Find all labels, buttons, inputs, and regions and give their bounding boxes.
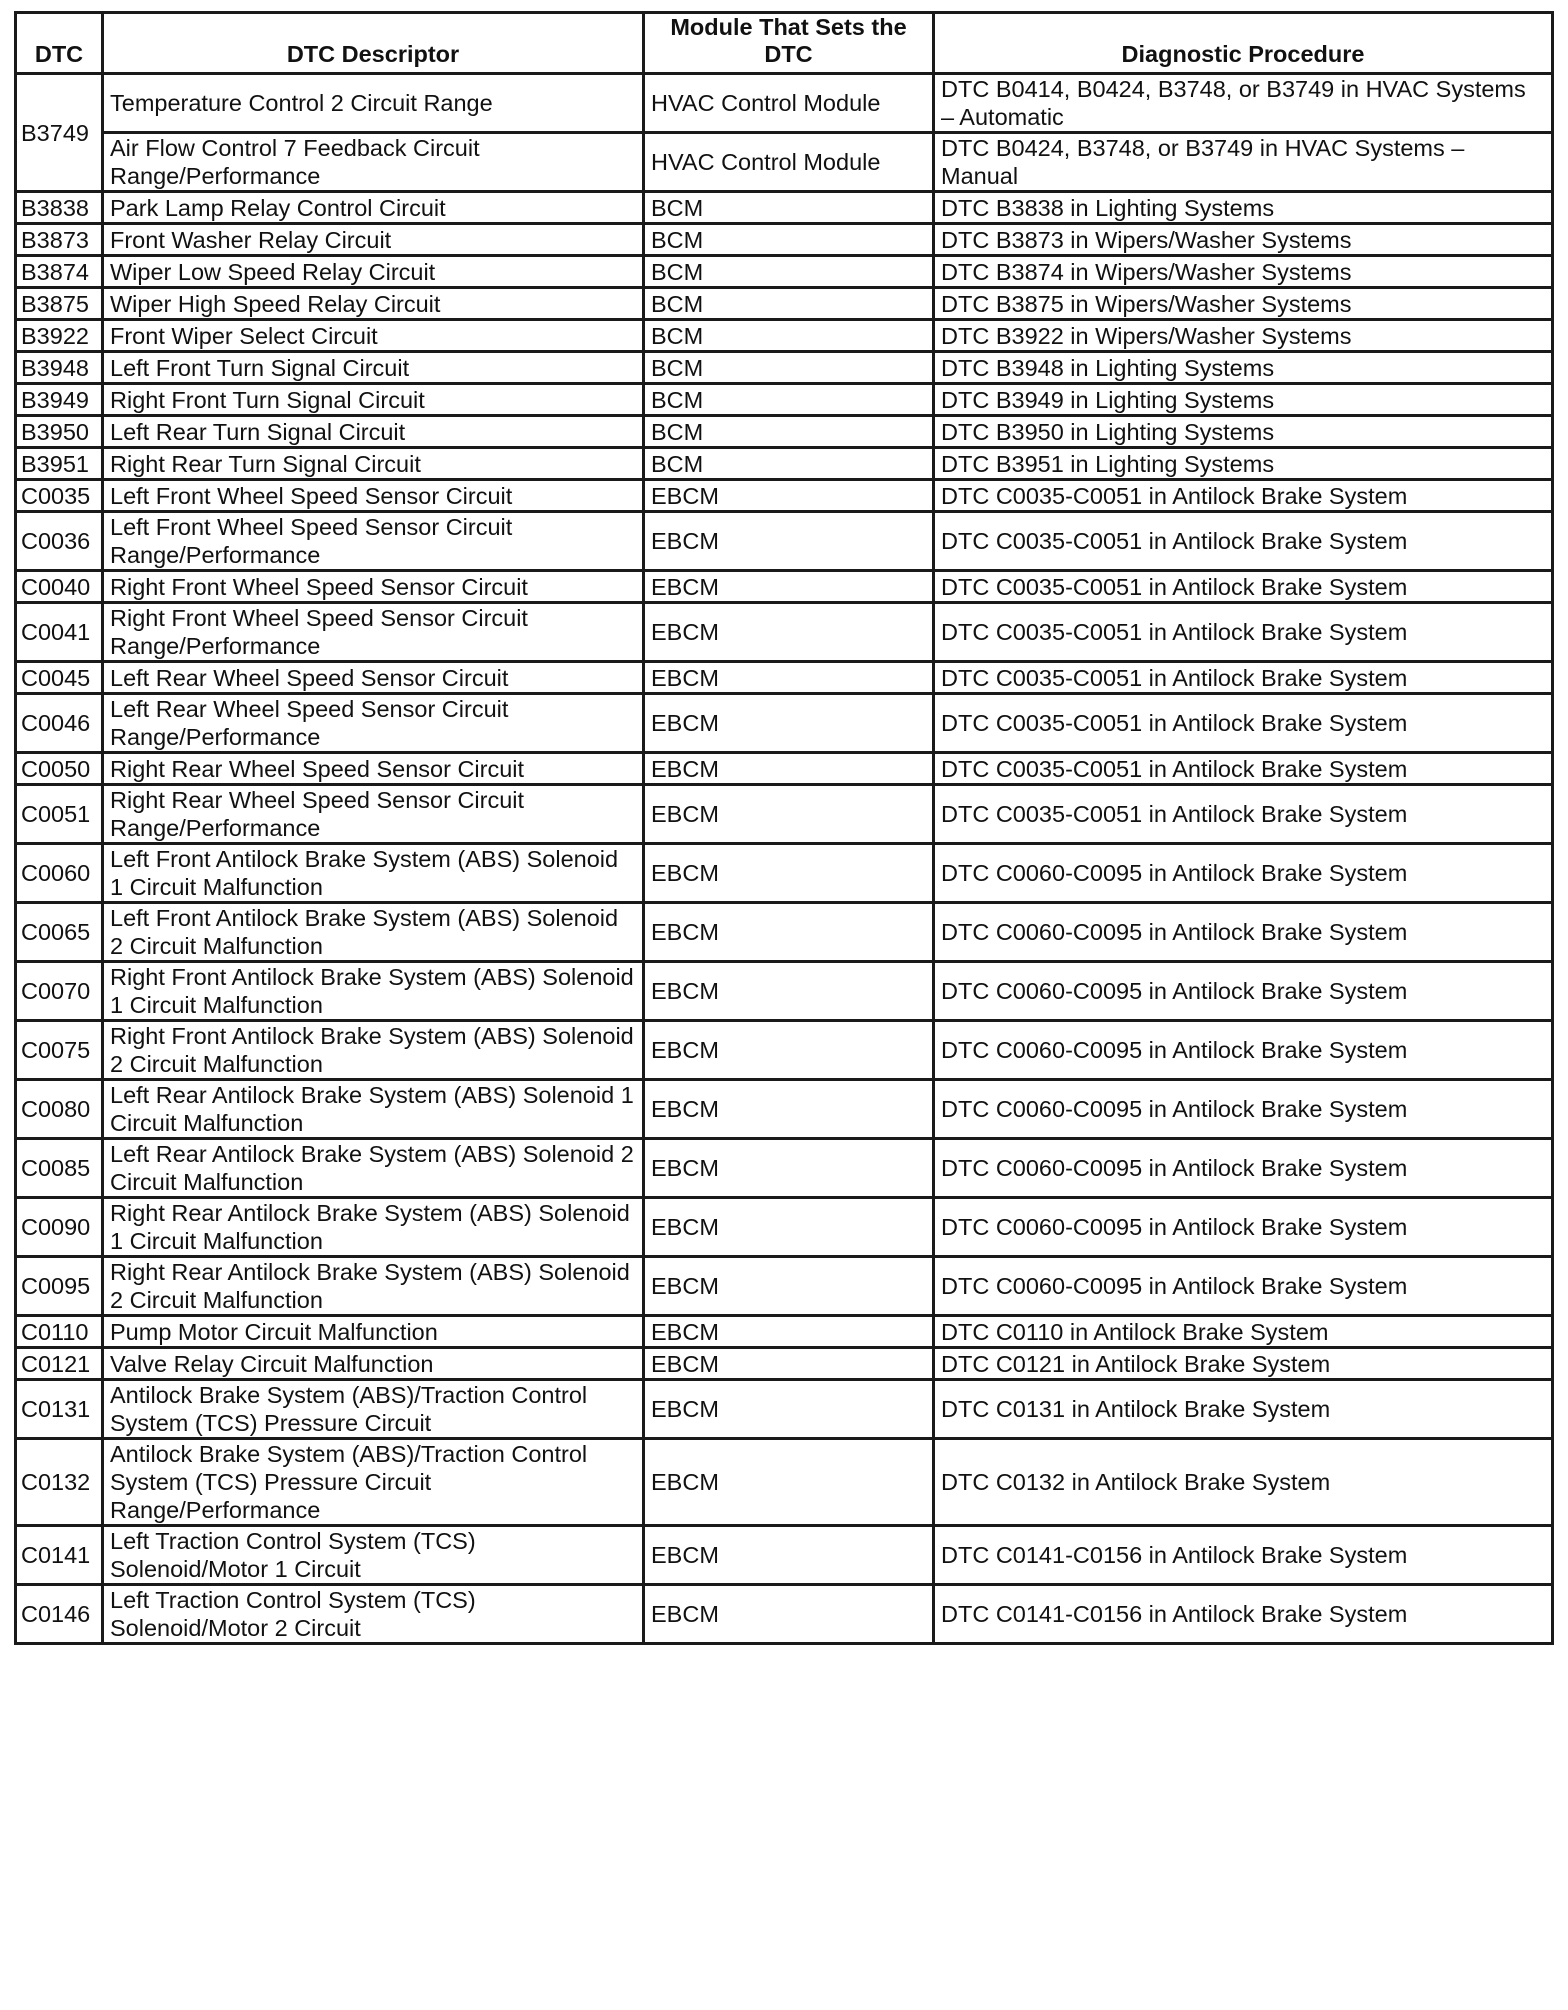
- table-row: [16, 603, 1553, 662]
- dtc-code: C0110: [16, 1316, 103, 1348]
- dtc-descriptor: Left Rear Antilock Brake System (ABS) Solenoid 2 Circuit Malfunction: [103, 1139, 644, 1198]
- dtc-descriptor: Pump Motor Circuit Malfunction: [103, 1316, 644, 1348]
- table-row: [16, 512, 1553, 571]
- dtc-code: B3873: [16, 224, 103, 256]
- diagnostic-procedure: DTC C0132 in Antilock Brake System: [934, 1439, 1553, 1526]
- module: HVAC Control Module: [644, 74, 934, 133]
- dtc-code: C0070: [16, 962, 103, 1021]
- table-row: [16, 448, 1553, 480]
- dtc-descriptor: Front Washer Relay Circuit: [103, 224, 644, 256]
- module: BCM: [644, 352, 934, 384]
- dtc-descriptor: Left Rear Turn Signal Circuit: [103, 416, 644, 448]
- diagnostic-procedure: DTC B0424, B3748, or B3749 in HVAC Systems – Manual: [934, 133, 1553, 192]
- dtc-code: B3951: [16, 448, 103, 480]
- dtc-code: C0085: [16, 1139, 103, 1198]
- table-row: [16, 903, 1553, 962]
- header-row: [16, 13, 1553, 74]
- module: BCM: [644, 416, 934, 448]
- header-dtc-descriptor: DTC Descriptor: [103, 13, 644, 74]
- dtc-code: C0065: [16, 903, 103, 962]
- table-row: [16, 662, 1553, 694]
- table-row: [16, 1021, 1553, 1080]
- diagnostic-procedure: DTC B3950 in Lighting Systems: [934, 416, 1553, 448]
- module: EBCM: [644, 603, 934, 662]
- dtc-code: C0131: [16, 1380, 103, 1439]
- table-body: [16, 74, 1553, 1644]
- module: EBCM: [644, 1380, 934, 1439]
- module: EBCM: [644, 662, 934, 694]
- dtc-code: B3838: [16, 192, 103, 224]
- table-row: [16, 1139, 1553, 1198]
- header-module: Module That Sets the DTC: [644, 13, 934, 74]
- module: EBCM: [644, 480, 934, 512]
- dtc-code: B3948: [16, 352, 103, 384]
- dtc-descriptor: Right Rear Antilock Brake System (ABS) Solenoid 1 Circuit Malfunction: [103, 1198, 644, 1257]
- table-row: [16, 571, 1553, 603]
- module: BCM: [644, 288, 934, 320]
- module: EBCM: [644, 1257, 934, 1316]
- header-dtc: DTC: [16, 13, 103, 74]
- dtc-descriptor: Right Front Antilock Brake System (ABS) Solenoid 1 Circuit Malfunction: [103, 962, 644, 1021]
- module: BCM: [644, 192, 934, 224]
- diagnostic-procedure: DTC C0035-C0051 in Antilock Brake System: [934, 480, 1553, 512]
- table-row: [16, 384, 1553, 416]
- dtc-descriptor: Valve Relay Circuit Malfunction: [103, 1348, 644, 1380]
- dtc-code: C0045: [16, 662, 103, 694]
- table-row: [16, 753, 1553, 785]
- module: BCM: [644, 256, 934, 288]
- dtc-descriptor: Left Front Turn Signal Circuit: [103, 352, 644, 384]
- module: EBCM: [644, 694, 934, 753]
- dtc-code: C0040: [16, 571, 103, 603]
- dtc-descriptor: Temperature Control 2 Circuit Range: [103, 74, 644, 133]
- table-row: [16, 1585, 1553, 1644]
- diagnostic-procedure: DTC C0121 in Antilock Brake System: [934, 1348, 1553, 1380]
- dtc-descriptor: Left Rear Antilock Brake System (ABS) Solenoid 1 Circuit Malfunction: [103, 1080, 644, 1139]
- table-row: [16, 785, 1553, 844]
- diagnostic-procedure: DTC C0060-C0095 in Antilock Brake System: [934, 844, 1553, 903]
- dtc-code: C0075: [16, 1021, 103, 1080]
- dtc-descriptor: Right Front Wheel Speed Sensor Circuit Range/Performance: [103, 603, 644, 662]
- table-row: [16, 224, 1553, 256]
- diagnostic-procedure: DTC B3838 in Lighting Systems: [934, 192, 1553, 224]
- dtc-code: C0041: [16, 603, 103, 662]
- module: EBCM: [644, 844, 934, 903]
- diagnostic-procedure: DTC B0414, B0424, B3748, or B3749 in HVAC Systems – Automatic: [934, 74, 1553, 133]
- dtc-descriptor: Front Wiper Select Circuit: [103, 320, 644, 352]
- diagnostic-procedure: DTC C0035-C0051 in Antilock Brake System: [934, 603, 1553, 662]
- dtc-code: B3749: [16, 74, 103, 192]
- dtc-descriptor: Right Rear Wheel Speed Sensor Circuit: [103, 753, 644, 785]
- dtc-descriptor: Right Front Wheel Speed Sensor Circuit: [103, 571, 644, 603]
- dtc-descriptor: Left Rear Wheel Speed Sensor Circuit: [103, 662, 644, 694]
- table-row: [16, 256, 1553, 288]
- table-row: [16, 288, 1553, 320]
- diagnostic-procedure: DTC C0035-C0051 in Antilock Brake System: [934, 753, 1553, 785]
- diagnostic-procedure: DTC C0060-C0095 in Antilock Brake System: [934, 1257, 1553, 1316]
- table-row: [16, 133, 1553, 192]
- dtc-code: C0090: [16, 1198, 103, 1257]
- diagnostic-procedure: DTC C0035-C0051 in Antilock Brake System: [934, 694, 1553, 753]
- table-row: [16, 192, 1553, 224]
- module: EBCM: [644, 753, 934, 785]
- diagnostic-procedure: DTC B3951 in Lighting Systems: [934, 448, 1553, 480]
- dtc-descriptor: Park Lamp Relay Control Circuit: [103, 192, 644, 224]
- dtc-table: [14, 11, 1554, 1645]
- dtc-code: B3922: [16, 320, 103, 352]
- dtc-code: B3874: [16, 256, 103, 288]
- module: BCM: [644, 384, 934, 416]
- table-row: [16, 352, 1553, 384]
- dtc-descriptor: Left Rear Wheel Speed Sensor Circuit Range/Performance: [103, 694, 644, 753]
- module: HVAC Control Module: [644, 133, 934, 192]
- diagnostic-procedure: DTC C0060-C0095 in Antilock Brake System: [934, 1139, 1553, 1198]
- diagnostic-procedure: DTC B3922 in Wipers/Washer Systems: [934, 320, 1553, 352]
- diagnostic-procedure: DTC C0035-C0051 in Antilock Brake System: [934, 571, 1553, 603]
- table-row: [16, 1439, 1553, 1526]
- dtc-code: C0036: [16, 512, 103, 571]
- dtc-code: C0132: [16, 1439, 103, 1526]
- dtc-code: C0060: [16, 844, 103, 903]
- dtc-code: C0051: [16, 785, 103, 844]
- module: EBCM: [644, 1585, 934, 1644]
- module: EBCM: [644, 1139, 934, 1198]
- table-row: [16, 1348, 1553, 1380]
- diagnostic-procedure: DTC B3948 in Lighting Systems: [934, 352, 1553, 384]
- dtc-descriptor: Antilock Brake System (ABS)/Traction Control System (TCS) Pressure Circuit Range/Performance: [103, 1439, 644, 1526]
- dtc-code: C0035: [16, 480, 103, 512]
- diagnostic-procedure: DTC C0141-C0156 in Antilock Brake System: [934, 1526, 1553, 1585]
- diagnostic-procedure: DTC C0035-C0051 in Antilock Brake System: [934, 785, 1553, 844]
- module: BCM: [644, 320, 934, 352]
- header-diagnostic-procedure: Diagnostic Procedure: [934, 13, 1553, 74]
- table-row: [16, 1257, 1553, 1316]
- dtc-code: C0121: [16, 1348, 103, 1380]
- dtc-code: C0141: [16, 1526, 103, 1585]
- diagnostic-procedure: DTC C0035-C0051 in Antilock Brake System: [934, 662, 1553, 694]
- dtc-descriptor: Antilock Brake System (ABS)/Traction Control System (TCS) Pressure Circuit: [103, 1380, 644, 1439]
- diagnostic-procedure: DTC B3874 in Wipers/Washer Systems: [934, 256, 1553, 288]
- table-row: [16, 844, 1553, 903]
- table-row: [16, 1526, 1553, 1585]
- dtc-document: [14, 11, 1551, 1645]
- diagnostic-procedure: DTC C0060-C0095 in Antilock Brake System: [934, 1198, 1553, 1257]
- module: EBCM: [644, 1021, 934, 1080]
- module: EBCM: [644, 1080, 934, 1139]
- dtc-descriptor: Right Rear Wheel Speed Sensor Circuit Range/Performance: [103, 785, 644, 844]
- diagnostic-procedure: DTC B3875 in Wipers/Washer Systems: [934, 288, 1553, 320]
- module: EBCM: [644, 903, 934, 962]
- diagnostic-procedure: DTC B3949 in Lighting Systems: [934, 384, 1553, 416]
- module: EBCM: [644, 1348, 934, 1380]
- module: EBCM: [644, 1526, 934, 1585]
- diagnostic-procedure: DTC C0060-C0095 in Antilock Brake System: [934, 1021, 1553, 1080]
- dtc-descriptor: Wiper High Speed Relay Circuit: [103, 288, 644, 320]
- dtc-descriptor: Right Front Antilock Brake System (ABS) Solenoid 2 Circuit Malfunction: [103, 1021, 644, 1080]
- module: EBCM: [644, 785, 934, 844]
- dtc-descriptor: Left Front Wheel Speed Sensor Circuit: [103, 480, 644, 512]
- dtc-descriptor: Left Traction Control System (TCS) Solenoid/Motor 2 Circuit: [103, 1585, 644, 1644]
- table-row: [16, 480, 1553, 512]
- dtc-code: C0046: [16, 694, 103, 753]
- diagnostic-procedure: DTC C0060-C0095 in Antilock Brake System: [934, 1080, 1553, 1139]
- table-row: [16, 962, 1553, 1021]
- module: BCM: [644, 224, 934, 256]
- dtc-code: C0050: [16, 753, 103, 785]
- module: EBCM: [644, 571, 934, 603]
- dtc-descriptor: Left Front Antilock Brake System (ABS) Solenoid 2 Circuit Malfunction: [103, 903, 644, 962]
- dtc-descriptor: Wiper Low Speed Relay Circuit: [103, 256, 644, 288]
- diagnostic-procedure: DTC B3873 in Wipers/Washer Systems: [934, 224, 1553, 256]
- module: EBCM: [644, 1198, 934, 1257]
- diagnostic-procedure: DTC C0060-C0095 in Antilock Brake System: [934, 903, 1553, 962]
- dtc-descriptor: Right Rear Antilock Brake System (ABS) Solenoid 2 Circuit Malfunction: [103, 1257, 644, 1316]
- table-row: [16, 1316, 1553, 1348]
- module: EBCM: [644, 1439, 934, 1526]
- dtc-descriptor: Right Front Turn Signal Circuit: [103, 384, 644, 416]
- dtc-code: C0095: [16, 1257, 103, 1316]
- table-row: [16, 320, 1553, 352]
- table-row: [16, 1198, 1553, 1257]
- diagnostic-procedure: DTC C0060-C0095 in Antilock Brake System: [934, 962, 1553, 1021]
- diagnostic-procedure: DTC C0141-C0156 in Antilock Brake System: [934, 1585, 1553, 1644]
- dtc-descriptor: Left Front Wheel Speed Sensor Circuit Range/Performance: [103, 512, 644, 571]
- table-row: [16, 694, 1553, 753]
- table-row: [16, 74, 1553, 133]
- dtc-code: C0080: [16, 1080, 103, 1139]
- dtc-code: B3950: [16, 416, 103, 448]
- dtc-code: C0146: [16, 1585, 103, 1644]
- diagnostic-procedure: DTC C0110 in Antilock Brake System: [934, 1316, 1553, 1348]
- diagnostic-procedure: DTC C0035-C0051 in Antilock Brake System: [934, 512, 1553, 571]
- dtc-code: B3875: [16, 288, 103, 320]
- module: EBCM: [644, 512, 934, 571]
- diagnostic-procedure: DTC C0131 in Antilock Brake System: [934, 1380, 1553, 1439]
- dtc-descriptor: Right Rear Turn Signal Circuit: [103, 448, 644, 480]
- dtc-code: B3949: [16, 384, 103, 416]
- module: EBCM: [644, 1316, 934, 1348]
- table-row: [16, 416, 1553, 448]
- dtc-descriptor: Air Flow Control 7 Feedback Circuit Range/Performance: [103, 133, 644, 192]
- module: EBCM: [644, 962, 934, 1021]
- dtc-descriptor: Left Traction Control System (TCS) Solenoid/Motor 1 Circuit: [103, 1526, 644, 1585]
- table-row: [16, 1380, 1553, 1439]
- module: BCM: [644, 448, 934, 480]
- dtc-descriptor: Left Front Antilock Brake System (ABS) Solenoid 1 Circuit Malfunction: [103, 844, 644, 903]
- table-row: [16, 1080, 1553, 1139]
